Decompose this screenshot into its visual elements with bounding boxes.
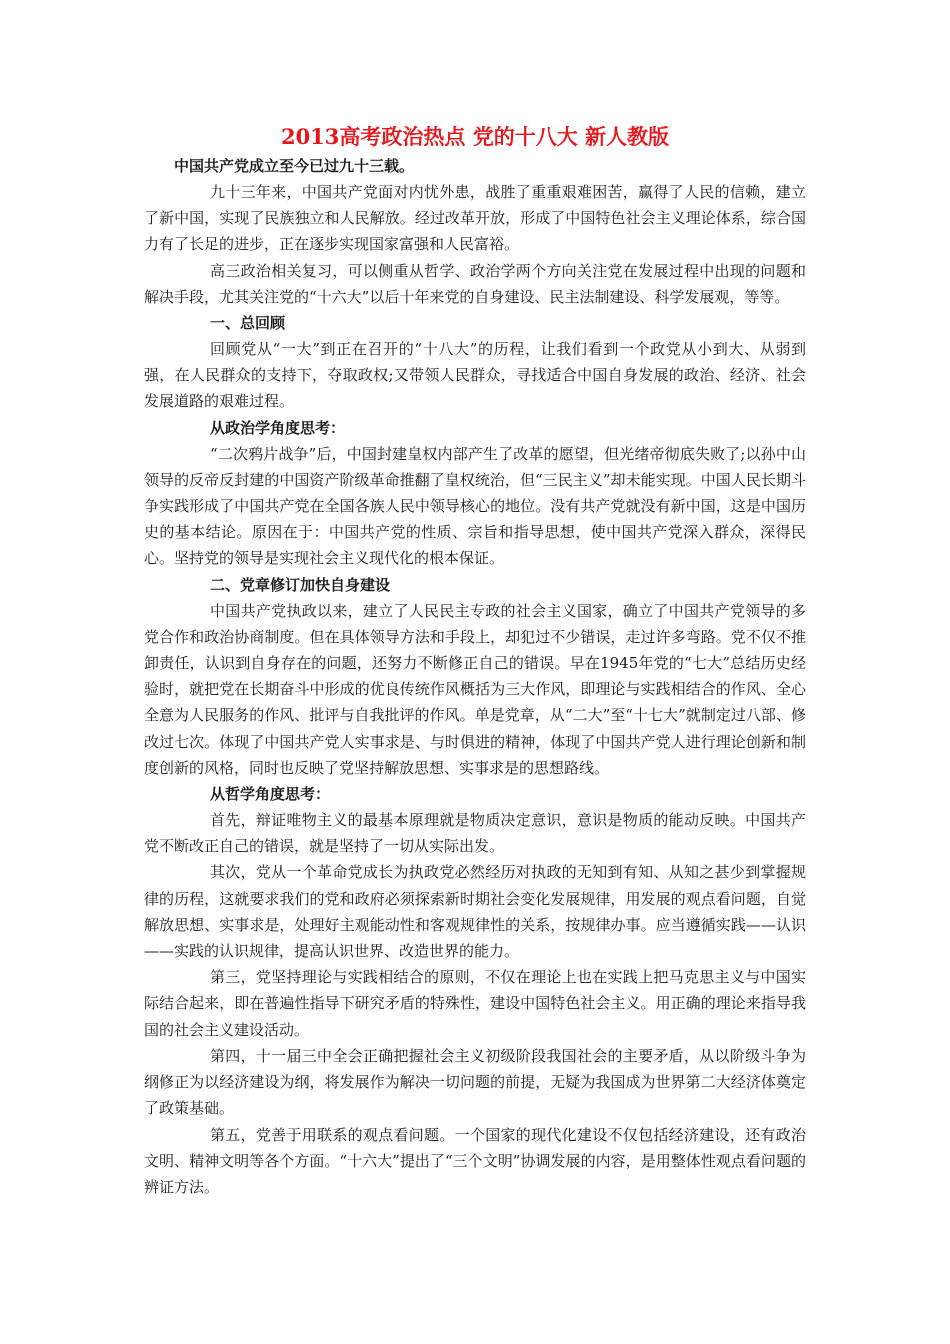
paragraph: 第三，党坚持理论与实践相结合的原则，不仅在理论上也在实践上把马克思主义与中国实际结合起来，即在普遍性指导下研究矛盾的特殊性，建设中国特色社会主义。用正确的理论来指导我国的社会主义建设活动。: [144, 968, 806, 1039]
paragraph: “二次鸦片战争”后，中国封建皇权内部产生了改革的愿望，但光绪帝彻底失败了;以孙中山领导的反帝反封建的中国资产阶级革命推翻了皇权统治，但“三民主义”却未能实现。中国人民长期斗争实践形成了中国共产党在全国各族人民中领导核心的地位。没有共产党就没有新中国，这是中国历史的基本结论。原因在于：中国共产党的性质、宗旨和指导思想，使中国共产党深入群众，深得民心。坚持党的领导是实现社会主义现代化的根本保证。: [144, 444, 806, 568]
lead-sentence: 中国共产党成立至今已过九十三载。: [174, 157, 415, 175]
paragraph: 第五，党善于用联系的观点看问题。一个国家的现代化建设不仅包括经济建设，还有政治文明、精神文明等各个方面。“十六大”提出了“三个文明”协调发展的内容，是用整体性观点看问题的辨证方法。: [144, 1125, 806, 1196]
paragraph: 第四，十一届三中全会正确把握社会主义初级阶段我国社会的主要矛盾，从以阶级斗争为纲修正为以经济建设为纲，将发展作为解决一切问题的前提，无疑为我国成为世界第二大经济体奠定了政策基础。: [144, 1046, 806, 1118]
paragraph: 中国共产党执政以来，建立了人民民主专政的社会主义国家，确立了中国共产党领导的多党合作和政治协商制度。但在具体领导方法和手段上，却犯过不少错误，走过许多弯路。党不仅不推卸责任，认识到自身存在的问题，还努力不断修正自己的错误。早在1945年党的“七大”总结历史经验时，就把党在长期奋斗中形成的优良传统作风概括为三大作风，即理论与实践相结合的作风、全心全意为人民服务的作风、批评与自我批评的作风。单是党章，从“二大”至“十七大”就制定过八部、修改过七次。体现了中国共产党人实事求是、与时俱进的精神，体现了中国共产党人进行理论创新和制度创新的风格，同时也反映了党坚持解放思想、实事求是的思想路线。: [144, 601, 806, 777]
paragraph: 高三政治相关复习，可以侧重从哲学、政治学两个方向关注党在发展过程中出现的问题和解决手段，尤其关注党的“十六大”以后十年来党的自身建设、民主法制建设、科学发展观，等等。: [144, 261, 806, 306]
section-heading: 一、总回顾: [210, 314, 286, 333]
section-heading: 二、党章修订加快自身建设: [210, 575, 391, 594]
document-title: 2013高考政治热点 党的十八大 新人教版: [280, 124, 670, 149]
document-page: [144, 122, 806, 1200]
paragraph: 九十三年来，中国共产党面对内忧外患，战胜了重重艰难困苦，赢得了人民的信赖，建立了新中国，实现了民族独立和人民解放。经过改革开放，形成了中国特色社会主义理论体系，综合国力有了长足的进步，正在逐步实现国家富强和人民富裕。: [144, 183, 806, 254]
paragraph: 回顾党从“一大”到正在召开的“十八大”的历程，让我们看到一个政党从小到大、从弱到强，在人民群众的支持下，夺取政权;又带领人民群众，寻找适合中国自身发展的政治、经济、社会发展道路的艰难过程。: [144, 340, 806, 411]
paragraph: 其次，党从一个革命党成长为执政党必然经历对执政的无知到有知、从知之甚少到掌握规律的历程，这就要求我们的党和政府必须探索新时期社会变化发展规律，用发展的观点看问题，自觉解放思想、实事求是，处理好主观能动性和客观规律性的关系，按规律办事。应当遵循实践——认识——实践的认识规律，提高认识世界、改造世界的能力。: [144, 863, 806, 961]
section-heading: 从哲学角度思考：: [210, 785, 331, 804]
paragraph: 首先，辩证唯物主义的最基本原理就是物质决定意识，意识是物质的能动反映。中国共产党不断改正自己的错误，就是坚持了一切从实际出发。: [144, 811, 806, 856]
section-heading: 从政治学角度思考：: [210, 418, 346, 437]
